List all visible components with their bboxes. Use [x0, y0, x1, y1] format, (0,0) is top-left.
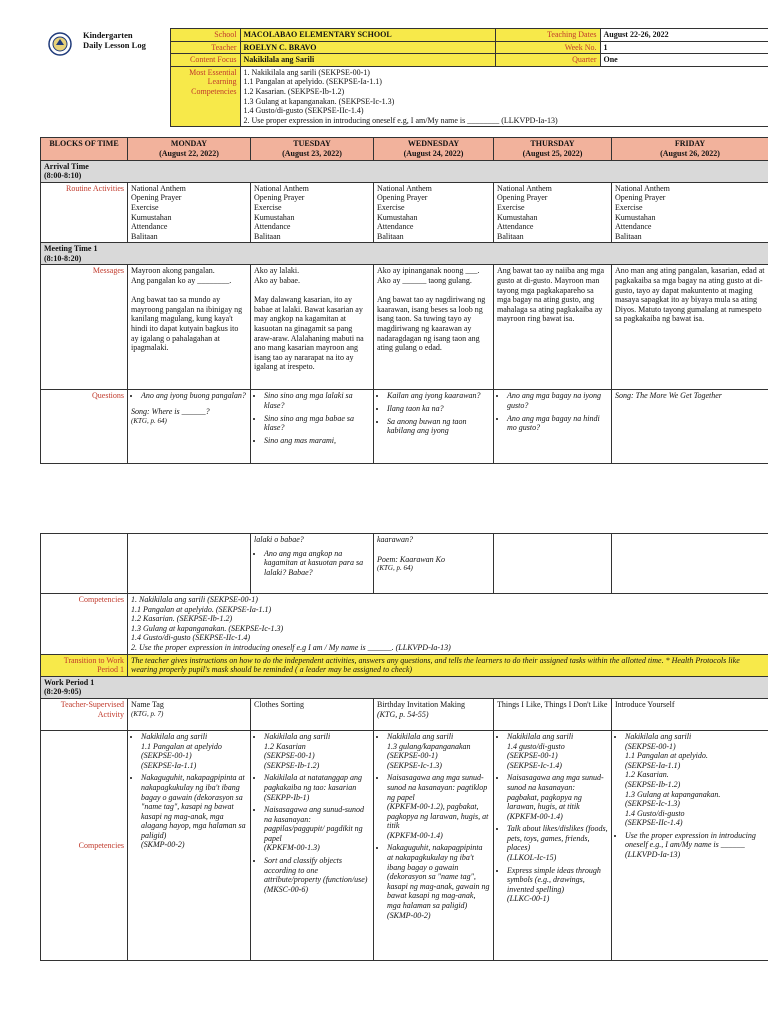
tuesday-header: TUESDAY (August 23, 2022)	[251, 138, 374, 160]
school-value: MACOLABAO ELEMENTARY SCHOOL	[240, 29, 495, 42]
header-table	[40, 28, 768, 127]
tsa-mon: Name Tag (KTG, p. 7)	[128, 698, 251, 730]
meeting-time-row: Meeting Time 1 (8:10-8:20)	[41, 243, 768, 265]
tsa-tue: Clothes Sorting	[251, 698, 374, 730]
lesson-log-page-1	[40, 28, 768, 464]
quarter-label: Quarter	[495, 54, 600, 67]
wednesday-header: WEDNESDAY (August 24, 2022)	[374, 138, 494, 160]
messages-label: Messages	[41, 265, 128, 390]
message-mon: Mayroon akong pangalan. Ang pangalan ko ay ________. Ang bawat tao sa mundo ay mayroong pangalan na ibinigay ng kanilang magulang, kung kaya't hindi ito dapat kutyain bagkus ito ay igalang o pahalagahan at ipagmalaki.	[128, 265, 251, 390]
questions-cont-wed: kaarawan? Poem: Kaarawan Ko (KTG, p. 64)	[374, 534, 494, 594]
blocks-of-time-header: BLOCKS OF TIME	[41, 138, 128, 160]
work-period-row: Work Period 1 (8:20-9:05)	[41, 676, 768, 698]
teacher-value: ROELYN C. BRAVO	[240, 41, 495, 54]
questions-mon: • Ano ang iyong buong pangalan? Song: Where is ______? (KTG, p. 64)	[128, 390, 251, 464]
questions-tue: • Sino sino ang mga lalaki sa klase? • Sino sino ang mga babae sa klase? • Sino ang mas marami,	[251, 390, 374, 464]
school-label: School	[170, 29, 240, 42]
doc-title-2: Daily Lesson Log	[83, 39, 146, 50]
content-focus-label: Content Focus	[170, 54, 240, 67]
thursday-header: THURSDAY (August 25, 2022)	[494, 138, 612, 160]
comp2-fri: • Nakikilala ang sarili (SEKPSE-00-1) 1.1 Pangalan at apelyido. (SEKPSE-Ia-1.1) 1.2 Kasarian. (SEKPSE-Ib-1.2) 1.3 Gulang at kapanganakan. (SEKPSE-Ic-1.3) 1.4 Gusto/di-gusto (SEKPSE-IIc-1.4) • Use the proper expression in introducing oneself e.g., I am/My name is ______ (LLKVPD-Ia-13)	[612, 730, 768, 960]
message-fri: Ano man ang ating pangalan, kasarian, edad at pagkakaiba sa mga bagay na ating gusto at di-gusto, tayo ay dapat makuntento at maging masaya sapagkat ito ay biyaya mula sa ating Diyos. Matuto tayong gumalang at rumespeto sa pagkakaiba ng bawat isa.	[612, 265, 768, 390]
quarter-value: One	[600, 54, 768, 67]
message-wed: Ako ay ipinanganak noong ___. Ako ay ______ taong gulang. Ang bawat tao ay nagdiriwang ng kaarawan, isang beses sa loob ng isang taon. Sa tuwing tayo ay magdiriwang ng kaarawan ay nadaragdagan ng isang taon ang ating gulang o edad.	[374, 265, 494, 390]
questions-label: Questions	[41, 390, 128, 464]
schedule-table-1	[40, 137, 768, 464]
comp2-wed: • Nakikilala ang sarili 1.3 gulang/kapanganakan (SEKPSE-00-1) (SEKPSE-Ic-1.3) • Naisasagawa ang mga sunud-sunod na kasanayan: pagtiklop ng papel (KPKFM-00-1.2), pagbakat, pagkopya ng larawan, hugis, at titik (KPKFM-00-1.4) • Nakaguguhit, nakapagpipinta at nakapagkukulay ng iba't ibang bagay o gawain (dekorasyon sa "name tag", kasapi ng mag-anak, gawain ng bawat kasapi ng mag-anak, mga halaman sa paligid) (SKMP-00-2)	[374, 730, 494, 960]
comp2-thu: • Nakikilala ang sarili 1.4 gusto/di-gusto (SEKPSE-00-1) (SEKPSE-Ic-1.4) • Naisasagawa ang mga sunud-sunod na kasanayan: pagbakat, pagkopya ng larawan, hugis, at titik (KPKFM-00-1.4) • Talk about likes/dislikes (foods, pets, toys, games, friends, places) (LLKOL-Ic-15) • Express simple ideas through symbols (e.g., drawings, invented spelling) (LLKC-00-1)	[494, 730, 612, 960]
mel-value: 1. Nakikilala ang sarili (SEKPSE-00-1) 1.1 Pangalan at apelyido. (SEKPSE-Ia-1.1) 1.2 Kasarian. (SEKPSE-Ib-1.2) 1.3 Gulang at kapanganakan. (SEKPSE-Ic-1.3) 1.4 Gusto/di-gusto (SEKPSE-IIc-1.4) 2. Use proper expression in introducing oneself e.g, I am/My name is ________ (LLKVPD-Ia-13)	[240, 66, 768, 127]
teaching-dates-value: August 22-26, 2022	[600, 29, 768, 42]
mel-label: Most Essential Learning Competencies	[170, 66, 240, 127]
questions-fri: Song: The More We Get Together	[612, 390, 768, 464]
arrival-time-row: Arrival Time (8:00-8:10)	[41, 160, 768, 182]
routine-fri: National Anthem Opening Prayer Exercise Kumustahan Attendance Balitaan	[612, 182, 768, 243]
tsa-fri: Introduce Yourself	[612, 698, 768, 730]
comp2-mon: • Nakikilala ang sarili 1.1 Pangalan at apelyido (SEKPSE-00-1) (SEKPSE-Ia-1.1) • Nakaguguhit, nakapagpipinta at nakapagkukulay ng iba't ibang bagay o gawain (dekorasyon sa "name tag", kasapi ng bawat kasapi ng mag-anak, mga alagang hayop, mga halaman sa paligid) (SKMP-00-2)	[128, 730, 251, 960]
routine-tue: National Anthem Opening Prayer Exercise Kumustahan Attendance Balitaan	[251, 182, 374, 243]
monday-header: MONDAY (August 22, 2022)	[128, 138, 251, 160]
questions-wed: • Kailan ang iyong kaarawan? • Ilang taon ka na? • Sa anong buwan ng taon kabilang ang iyong	[374, 390, 494, 464]
teacher-label: Teacher	[170, 41, 240, 54]
routine-wed: National Anthem Opening Prayer Exercise Kumustahan Attendance Balitaan	[374, 182, 494, 243]
doc-title-1: Kindergarten	[83, 29, 133, 40]
tsa-thu: Things I Like, Things I Don't Like	[494, 698, 612, 730]
teaching-dates-label: Teaching Dates	[495, 29, 600, 42]
competencies2-label: Competencies	[41, 730, 128, 960]
questions-thu: • Ano ang mga bagay na iyong gusto? • Ano ang mga bagay na hindi mo gusto?	[494, 390, 612, 464]
transition-text: The teacher gives instructions on how to do the independent activities, answers any questions, and tells the learners to do their assigned tasks within the allotted time. * Health Protocols like wearing properly pupil's mask should be reminded ( a leader may be assigned to check)	[128, 654, 768, 676]
week-value: 1	[600, 41, 768, 54]
competencies-label: Competencies	[41, 594, 128, 655]
lesson-log-page-2	[40, 533, 768, 961]
message-tue: Ako ay lalaki. Ako ay babae. May dalawang kasarian, ito ay babae at lalaki. Bawat kasarian ay may angkop na kagamitan at kasuotan na ginagamit sa pang araw-araw. Alalahaning mabuti na ano mang kasarian mayroon ang isang tao ay nararapat na ito ay igalang at irespeto.	[251, 265, 374, 390]
routine-activities-label: Routine Activities	[41, 182, 128, 243]
teacher-supervised-label: Teacher-Supervised Activity	[41, 698, 128, 730]
content-focus-value: Nakikilala ang Sarili	[240, 54, 495, 67]
friday-header: FRIDAY (August 26, 2022)	[612, 138, 768, 160]
transition-label: Transition to Work Period 1	[41, 654, 128, 676]
routine-thu: National Anthem Opening Prayer Exercise Kumustahan Attendance Balitaan	[494, 182, 612, 243]
tsa-wed: Birthday Invitation Making (KTG, p. 54-55)	[374, 698, 494, 730]
competencies-text: 1. Nakikilala ang sarili (SEKPSE-00-1) 1.1 Pangalan at apelyido. (SEKPSE-Ia-1.1) 1.2 Kasarian. (SEKPSE-Ib-1.2) 1.3 Gulang at kapanganakan. (SEKPSE-Ic-1.3) 1.4 Gusto/di-gusto (SEKPSE-IIc-1.4) 2. Use the proper expression in introducing oneself e.g I am / My name is ______. (LLKVPD-Ia-13)	[128, 594, 768, 655]
week-label: Week No.	[495, 41, 600, 54]
schedule-table-2	[40, 533, 768, 961]
questions-cont-tue: lalaki o babae? • Ano ang mga angkop na kagamitan at kasuotan para sa lalaki? Babae?	[251, 534, 374, 594]
routine-mon: National Anthem Opening Prayer Exercise Kumustahan Attendance Balitaan	[128, 182, 251, 243]
comp2-tue: • Nakikilala ang sarili 1.2 Kasarian (SEKPSE-00-1) (SEKPSE-Ib-1.2) • Nakikilala at natatanggap ang pagkakaiba ng tao: kasarian (SEKPP-Ib-1) • Naisasagawa ang sunud-sunod na kasanayan: pagpilas/paggupit/ pagdikit ng papel (KPKFM-00-1.3) • Sort and classify objects according to one attribute/property (function/use) (MKSC-00-6)	[251, 730, 374, 960]
message-thu: Ang bawat tao ay naiiba ang mga gusto at di-gusto. Mayroon man tayong mga pagkakapareho sa mga bagay na ating gusto, ang mahalaga sa ating pagkakaiba ay mayroon ring bawat isa.	[494, 265, 612, 390]
